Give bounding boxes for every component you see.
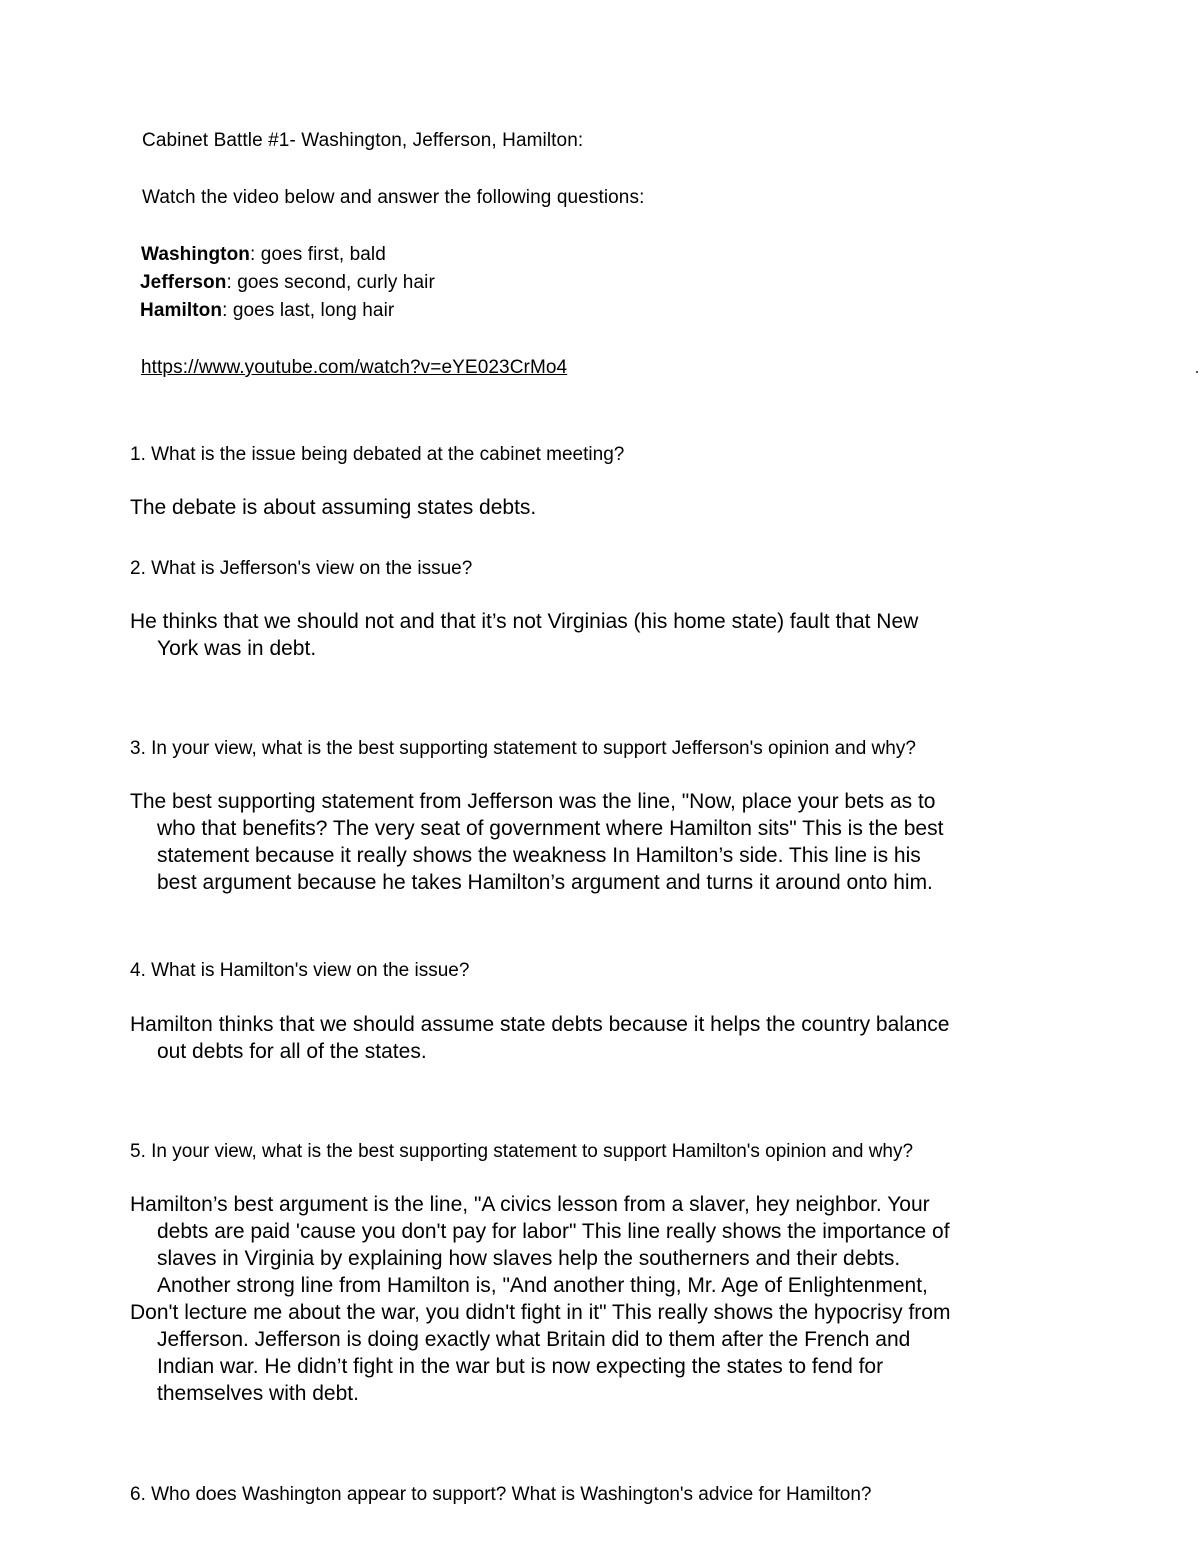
answer-line: Indian war. He didn’t fight in the war but is now expecting the states to fend for <box>157 1355 884 1378</box>
character-name: Jefferson <box>140 272 227 293</box>
margin-dot <box>1196 371 1198 373</box>
question-3: 3. In your view, what is the best supporting statement to support Jefferson's opinion and why? <box>130 738 916 759</box>
answer-line: who that benefits? The very seat of government where Hamilton sits" This is the best <box>157 817 944 840</box>
character-desc: : goes first, bald <box>250 244 386 265</box>
question-6: 6. Who does Washington appear to support? What is Washington's advice for Hamilton? <box>130 1484 872 1505</box>
instruction-text: Watch the video below and answer the following questions: <box>142 187 645 208</box>
character-hamilton <box>140 300 394 322</box>
answer-line: statement because it really shows the weakness In Hamilton’s side. This line is his <box>157 844 921 867</box>
answer-line: debts are paid 'cause you don't pay for labor" This line really shows the importance of <box>157 1220 950 1243</box>
answer-4 <box>130 1011 1070 1065</box>
character-name: Hamilton <box>140 300 223 321</box>
character-desc: : goes last, long hair <box>222 300 395 321</box>
question-5: 5. In your view, what is the best supporting statement to support Hamilton's opinion and why? <box>130 1141 914 1162</box>
document-title: Cabinet Battle #1- Washington, Jefferson, Hamilton: <box>142 130 584 151</box>
character-name: Washington <box>141 244 250 265</box>
answer-3 <box>130 788 1070 896</box>
character-jefferson <box>140 272 435 294</box>
video-link[interactable]: https://www.youtube.com/watch?v=eYE023CrMo4 <box>141 357 568 378</box>
answer-line: The debate is about assuming states debts. <box>130 496 537 519</box>
answer-line: best argument because he takes Hamilton’s argument and turns it around onto him. <box>157 871 933 894</box>
answer-line: York was in debt. <box>157 637 317 660</box>
question-4: 4. What is Hamilton's view on the issue? <box>130 960 470 981</box>
answer-line: out debts for all of the states. <box>157 1040 427 1063</box>
answer-line: Another strong line from Hamilton is, "And another thing, Mr. Age of Enlightenment, <box>157 1274 928 1297</box>
character-desc: : goes second, curly hair <box>226 272 435 293</box>
question-1: 1. What is the issue being debated at the cabinet meeting? <box>130 444 625 465</box>
answer-line: Hamilton’s best argument is the line, "A civics lesson from a slaver, hey neighbor. Your <box>130 1193 930 1216</box>
answer-line: Don't lecture me about the war, you didn't fight in it" This really shows the hypocrisy from <box>130 1301 951 1324</box>
answer-line: Jefferson. Jefferson is doing exactly what Britain did to them after the French and <box>157 1328 911 1351</box>
answer-1 <box>130 494 1070 521</box>
answer-line: The best supporting statement from Jefferson was the line, "Now, place your bets as to <box>130 790 936 813</box>
answer-line: slaves in Virginia by explaining how slaves help the southerners and their debts. <box>157 1247 901 1270</box>
character-washington <box>141 244 386 266</box>
answer-2 <box>130 608 1070 662</box>
answer-line: themselves with debt. <box>157 1382 359 1405</box>
answer-5 <box>130 1191 1070 1407</box>
answer-line: Hamilton thinks that we should assume state debts because it helps the country balance <box>130 1013 950 1036</box>
answer-line: He thinks that we should not and that it’s not Virginias (his home state) fault that New <box>130 610 919 633</box>
question-2: 2. What is Jefferson's view on the issue? <box>130 558 473 579</box>
